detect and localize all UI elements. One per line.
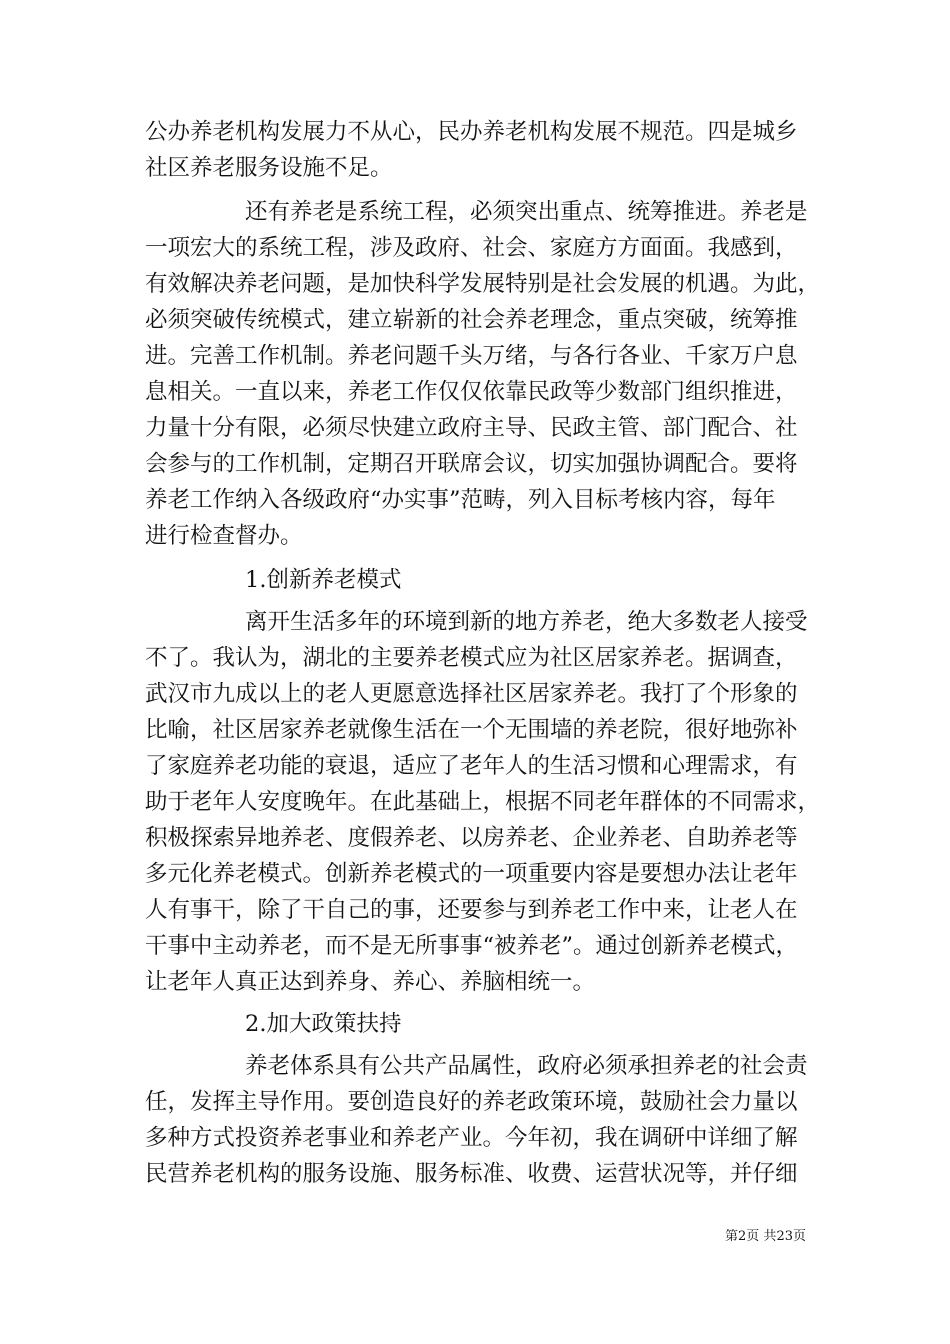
footer-page-number: 2 [738,1229,747,1244]
text-line: 养老工作纳入各级政府“办实事”范畴，列入目标考核内容，每年 [145,487,776,513]
text-line: 了家庭养老功能的衰退，适应了老年人的生活习惯和心理需求，有 [145,753,798,779]
text-line: 民营养老机构的服务设施、服务标准、收费、运营状况等，并仔细 [145,1161,798,1187]
text-line: 会参与的工作机制，定期召开联席会议，切实加强协调配合。要将 [145,451,798,477]
text-line: 不了。我认为，湖北的主要养老模式应为社区居家养老。据调查， [145,645,798,671]
text-line: 多种方式投资养老事业和养老产业。今年初，我在调研中详细了解 [145,1125,798,1151]
footer-total-pages: 23 [776,1229,793,1244]
section-heading: 2.加大政策扶持 [245,1011,402,1037]
text-line: 积极探索异地养老、度假养老、以房养老、企业养老、自助养老等 [145,825,798,851]
text-line: 离开生活多年的环境到新的地方养老，绝大多数老人接受 [245,609,808,635]
text-line: 必须突破传统模式，建立崭新的社会养老理念，重点突破，统筹推 [145,307,798,333]
text-line: 助于老年人安度晚年。在此基础上，根据不同老年群体的不同需求， [145,789,821,815]
footer-prefix: 第 [725,1229,739,1244]
text-line: 养老体系具有公共产品属性，政府必须承担养老的社会责 [245,1053,808,1079]
text-line: 任，发挥主导作用。要创造良好的养老政策环境，鼓励社会力量以 [145,1089,798,1115]
text-line: 让老年人真正达到养身、养心、养脑相统一。 [145,969,596,995]
text-line: 公办养老机构发展力不从心，民办养老机构发展不规范。四是城乡 [145,119,798,145]
text-line: 一项宏大的系统工程，涉及政府、社会、家庭方方面面。我感到， [145,235,798,261]
footer-suffix: 页 [792,1229,806,1244]
footer-middle: 页 共 [746,1229,777,1244]
text-line: 干事中主动养老，而不是无所事事“被养老”。通过创新养老模式， [145,933,799,959]
text-line: 息相关。一直以来，养老工作仅仅依靠民政等少数部门组织推进， [145,379,798,405]
text-line: 还有养老是系统工程，必须突出重点、统筹推进。养老是 [245,199,808,225]
section-heading: 1.创新养老模式 [245,567,402,593]
text-line: 进。完善工作机制。养老问题千头万绪，与各行各业、千家万户息 [145,343,798,369]
text-line: 有效解决养老问题，是加快科学发展特别是社会发展的机遇。为此， [145,271,821,297]
text-line: 社区养老服务设施不足。 [145,155,393,181]
text-line: 进行检查督办。 [145,523,303,549]
text-line: 比喻，社区居家养老就像生活在一个无围墙的养老院，很好地弥补 [145,717,798,743]
text-line: 武汉市九成以上的老人更愿意选择社区居家养老。我打了个形象的 [145,681,798,707]
text-line: 人有事干，除了干自己的事，还要参与到养老工作中来，让老人在 [145,897,798,923]
text-line: 力量十分有限，必须尽快建立政府主导、民政主管、部门配合、社 [145,415,798,441]
page-footer [0,1228,806,1246]
text-line: 多元化养老模式。创新养老模式的一项重要内容是要想办法让老年 [145,861,798,887]
